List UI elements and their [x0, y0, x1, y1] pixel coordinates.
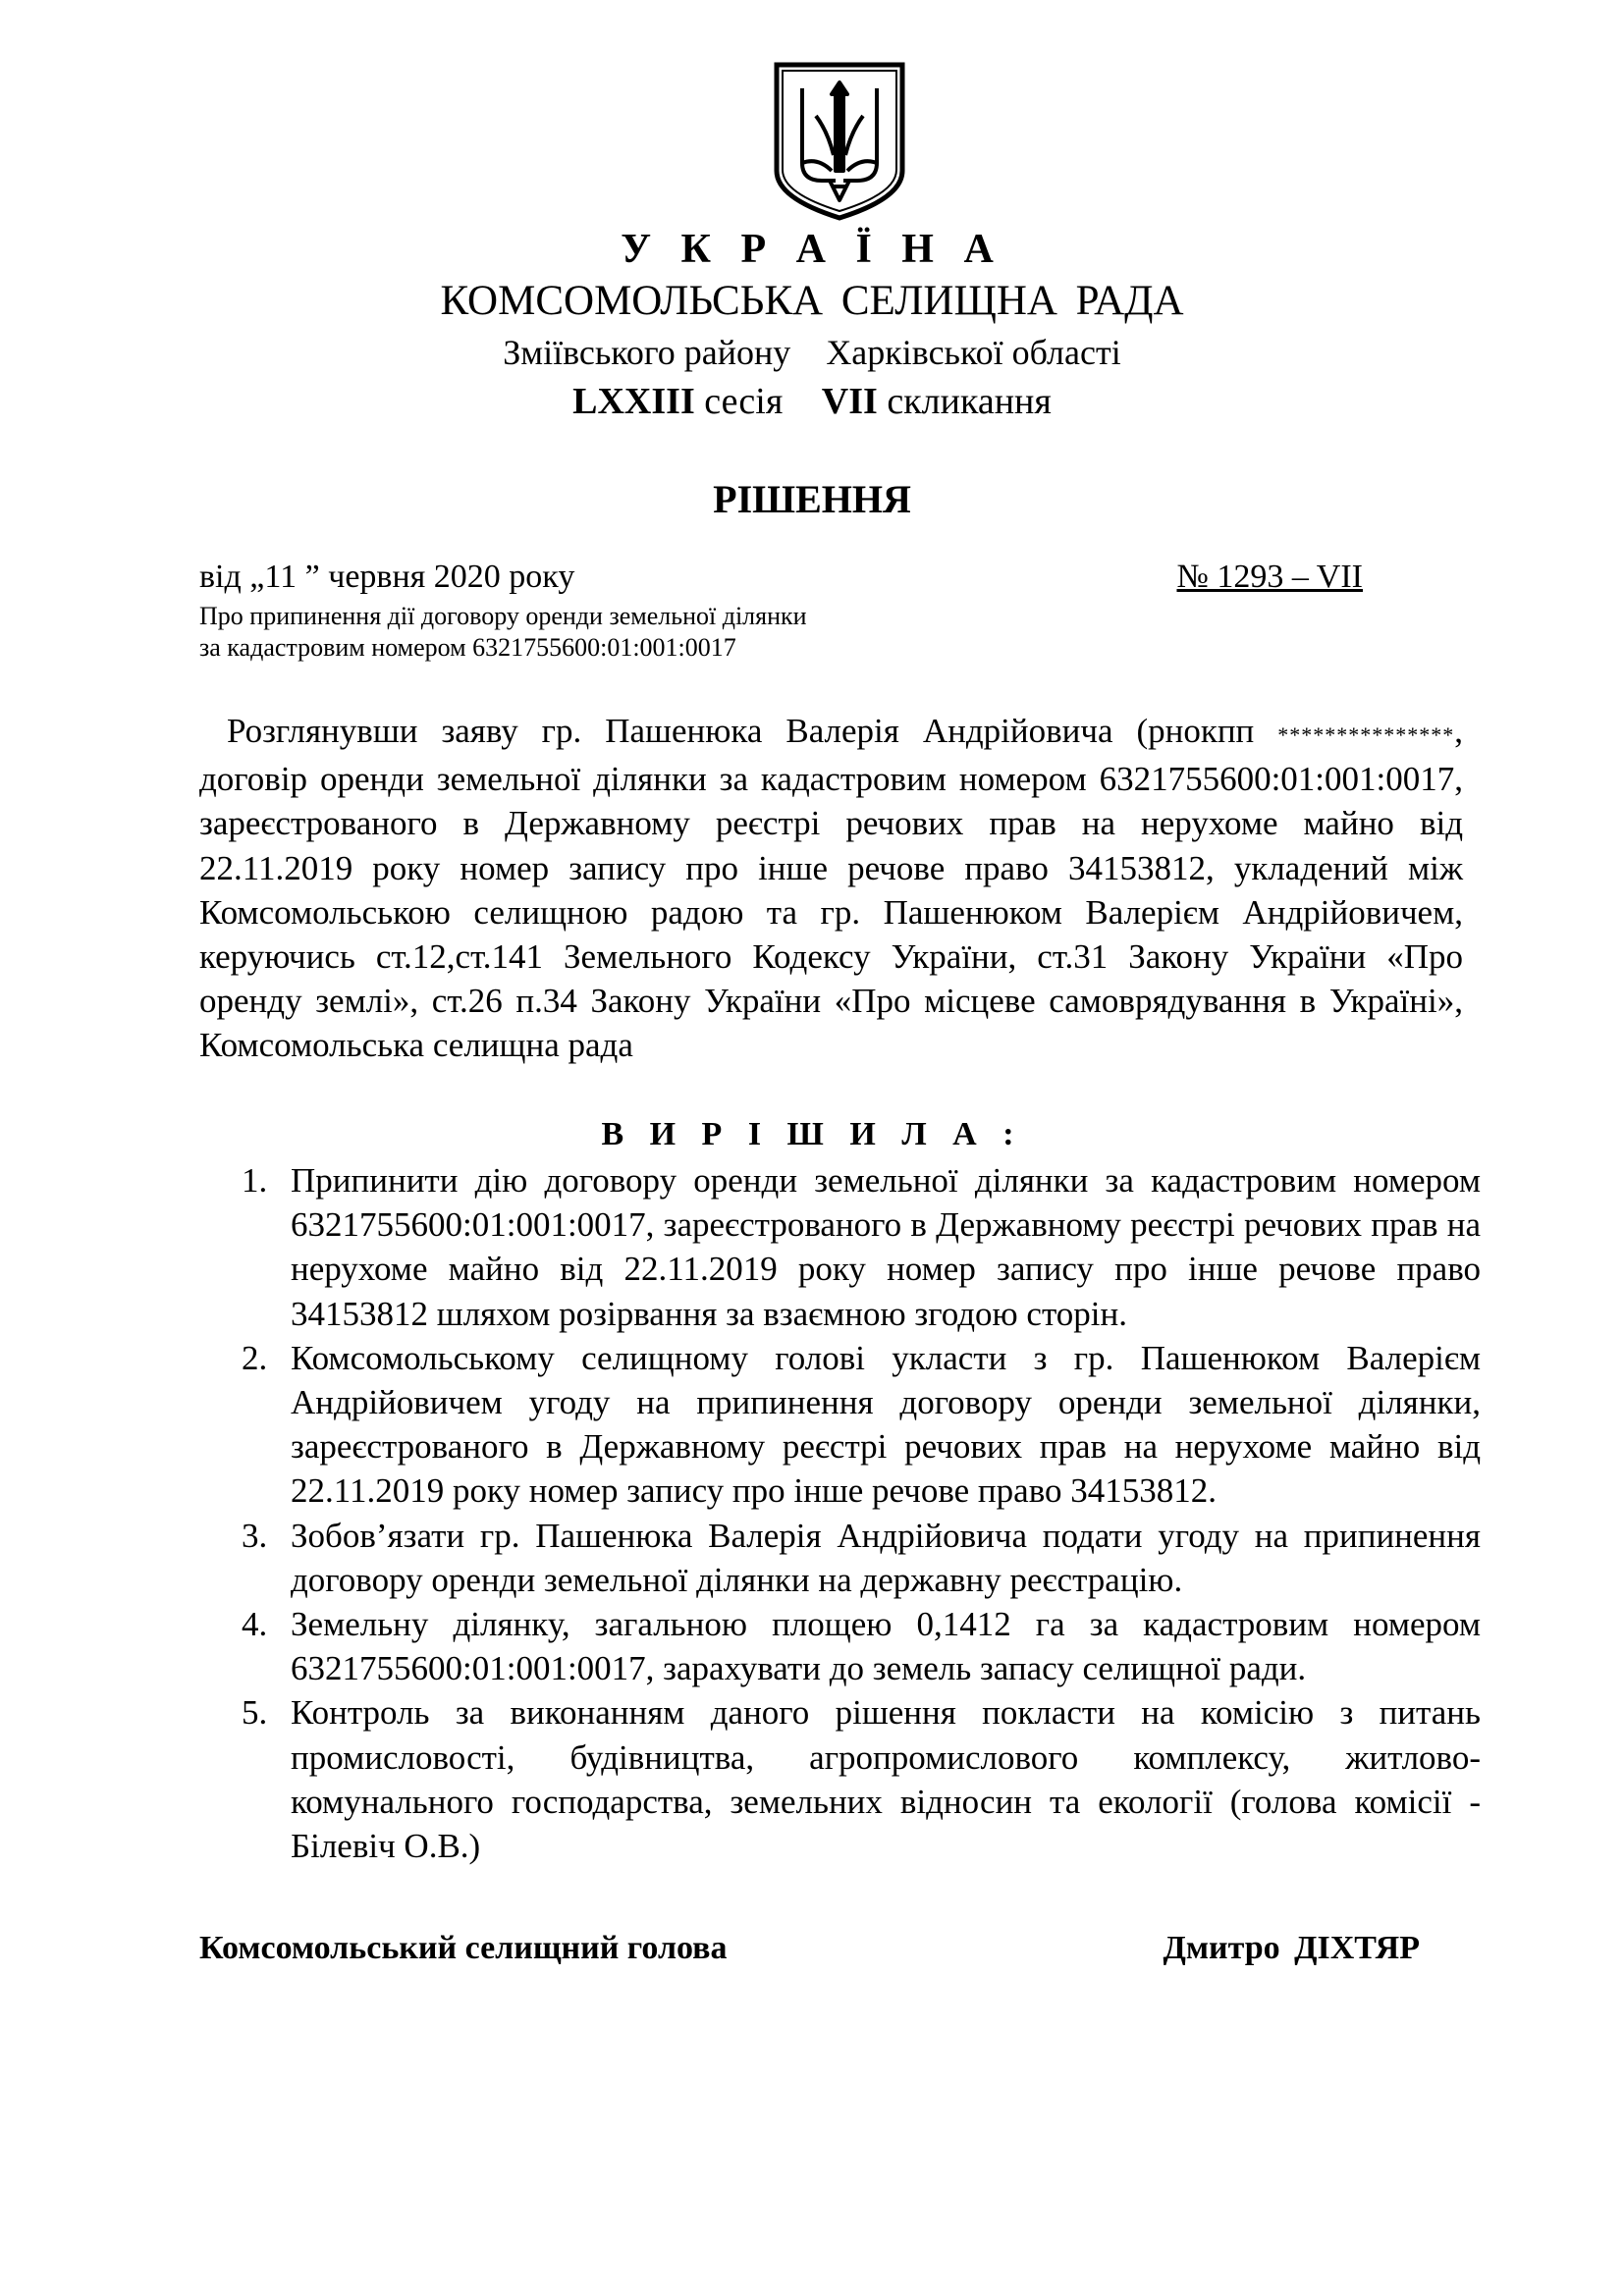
item-text: Зобов’язати гр. Пашенюка Валерія Андрійовича подати угоду на припинення договору оренди земельної ділянки на державну реєстрацію.	[291, 1516, 1481, 1599]
session-line	[0, 377, 1624, 426]
decision-item	[242, 1690, 1481, 1868]
district-region-line	[0, 330, 1624, 375]
decision-items	[242, 1158, 1481, 1868]
convocation-word: скликання	[887, 381, 1052, 422]
district-name: Зміївського району	[503, 333, 791, 372]
resolved-heading: В И Р І Ш И Л А :	[601, 1116, 1023, 1152]
subject-line: за кадастровим номером 6321755600:01:001:0017	[199, 633, 736, 662]
decision-item	[242, 1158, 1481, 1336]
decision-date: від „11 ” червня 2020 року	[199, 559, 575, 595]
session-number: LXXIII	[572, 381, 695, 422]
signature-name: Дмитро ДІХТЯР	[1163, 1930, 1420, 1966]
decision-subject	[199, 601, 1083, 664]
preamble-paragraph	[199, 709, 1463, 1068]
item-text: Контроль за виконанням даного рішення покласти на комісію з питань промисловості, будівництва, агропромислового комплексу, житлово-комунального господарства, земельних відносин та екології (голова комісії - Білевіч О.В.)	[291, 1693, 1481, 1866]
item-number: 2.	[242, 1338, 268, 1377]
decision-number: № 1293 – VII	[1176, 559, 1363, 595]
decision-item	[242, 1514, 1481, 1602]
item-text: Комсомольському селищному голові укласти з гр. Пашенюком Валерієм Андрійовичем угоду на припинення договору оренди земельної ділянки, зареєстрованого в Державному реєстрі речових прав на нерухоме майно від 22.11.2019 року номер запису про інше речове право 34153812.	[291, 1338, 1481, 1511]
item-number: 4.	[242, 1605, 268, 1644]
preamble-text: , договір оренди земельної ділянки за кадастровим номером 6321755600:01:001:0017, зареєстрованого в Державному реєстрі речових прав на нерухоме майно від 22.11.2019 року номер запису про інше речове право 34153812, укладений між Комсомольською селищною радою та гр. Пашенюком Валерієм Андрійовичем, керуючись ст.12,ст.141 Земельного Кодексу України, ст.31 Закону України «Про оренду землі», ст.26 п.34 Закону України «Про місцеве самоврядування в Україні», Комсомольська селищна рада	[199, 712, 1463, 1065]
item-text: Припинити дію договору оренди земельної ділянки за кадастровим номером 6321755600:01:001:0017, зареєстрованого в Державному реєстрі речових прав на нерухоме майно від 22.11.2019 року номер запису про інше речове право 34153812 шляхом розірвання за взаємною згодою сторін.	[291, 1161, 1481, 1333]
signature-role: Комсомольський селищний голова	[199, 1930, 728, 1966]
preamble-text: Розглянувши заяву гр. Пашенюка Валерія Андрійовича (рнокпп	[227, 712, 1278, 750]
redacted-id: ***************	[1277, 722, 1455, 747]
item-number: 3.	[242, 1516, 268, 1555]
coat-of-arms-icon	[773, 61, 906, 222]
decision-item	[242, 1336, 1481, 1514]
convocation-number: VII	[821, 381, 878, 422]
decision-item	[242, 1602, 1481, 1690]
item-text: Земельну ділянку, загальною площею 0,1412 га за кадастровим номером 6321755600:01:001:0017, зарахувати до земель запасу селищної ради.	[291, 1605, 1481, 1688]
session-word: сесія	[704, 381, 784, 422]
region-name: Харківської області	[826, 333, 1121, 372]
item-number: 1.	[242, 1161, 268, 1200]
council-heading: КОМСОМОЛЬСЬКА СЕЛИЩНА РАДА	[440, 278, 1184, 324]
subject-line: Про припинення дії договору оренди земельної ділянки	[199, 602, 807, 630]
country-heading: У К Р А Ї Н А	[621, 227, 1003, 272]
decision-title: РІШЕННЯ	[713, 477, 911, 521]
item-number: 5.	[242, 1693, 268, 1733]
